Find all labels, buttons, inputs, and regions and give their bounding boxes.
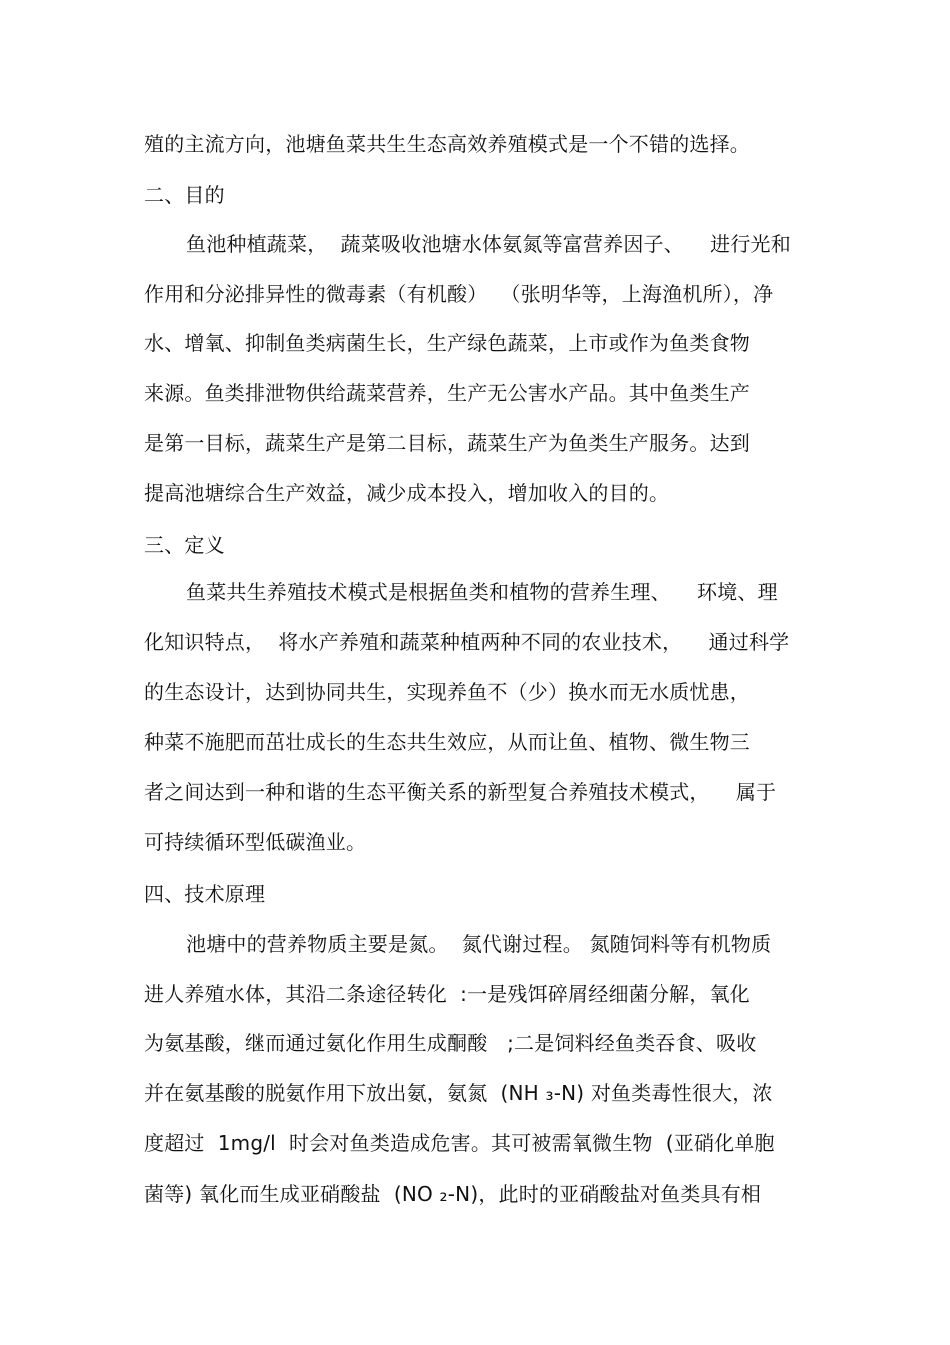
paragraph-line: 鱼池种植蔬菜， 蔬菜吸收池塘水体氨氮等富营养因子、 进行光和 bbox=[186, 232, 791, 256]
paragraph-line: 为氨基酸，继而通过氨化作用生成酮酸 ;二是饲料经鱼类吞食、吸收 bbox=[144, 1031, 757, 1055]
paragraph-line: 池塘中的营养物质主要是氮。 氮代谢过程。 氮随饲料等有机物质 bbox=[186, 932, 772, 956]
paragraph-line: 鱼菜共生养殖技术模式是根据鱼类和植物的营养生理、 环境、理 bbox=[186, 580, 778, 604]
paragraph-line: 并在氨基酸的脱氨作用下放出氨，氨氮 (NH ₃-N) 对鱼类毒性很大，浓 bbox=[144, 1081, 773, 1105]
paragraph-line: 提高池塘综合生产效益，减少成本投入，增加收入的目的。 bbox=[144, 481, 670, 505]
paragraph-line: 可持续循环型低碳渔业。 bbox=[144, 830, 367, 854]
paragraph-line: 种菜不施肥而茁壮成长的生态共生效应，从而让鱼、植物、微生物三 bbox=[144, 730, 750, 754]
paragraph-line: 度超过 1mg/l 时会对鱼类造成危害。其可被需氧微生物 (亚硝化单胞 bbox=[144, 1131, 775, 1155]
paragraph-line: 殖的主流方向，池塘鱼菜共生生态高效养殖模式是一个不错的选择。 bbox=[144, 132, 750, 156]
paragraph-line: 作用和分泌排异性的微毒素（有机酸） （张明华等，上海渔机所），净 bbox=[144, 282, 774, 306]
paragraph-line: 进人养殖水体，其沿二条途径转化 :一是残饵碎屑经细菌分解，氧化 bbox=[144, 982, 750, 1006]
paragraph-line: 来源。鱼类排泄物供给蔬菜营养，生产无公害水产品。其中鱼类生产 bbox=[144, 381, 750, 405]
section-heading-principle: 四、技术原理 bbox=[144, 882, 266, 906]
paragraph-line: 是第一目标，蔬菜生产是第二目标，蔬菜生产为鱼类生产服务。达到 bbox=[144, 431, 750, 455]
section-heading-definition: 三、定义 bbox=[144, 533, 225, 557]
section-heading-purpose: 二、目的 bbox=[144, 183, 225, 207]
paragraph-line: 化知识特点， 将水产养殖和蔬菜种植两种不同的农业技术， 通过科学 bbox=[144, 630, 790, 654]
paragraph-line: 的生态设计，达到协同共生，实现养鱼不（少）换水而无水质忧患， bbox=[144, 680, 750, 704]
paragraph-line: 水、增氧、抑制鱼类病菌生长，生产绿色蔬菜，上市或作为鱼类食物 bbox=[144, 331, 750, 355]
paragraph-line: 菌等) 氧化而生成亚硝酸盐 (NO ₂-N)，此时的亚硝酸盐对鱼类具有相 bbox=[144, 1182, 762, 1206]
paragraph-line: 者之间达到一种和谐的生态平衡关系的新型复合养殖技术模式， 属于 bbox=[144, 780, 777, 804]
